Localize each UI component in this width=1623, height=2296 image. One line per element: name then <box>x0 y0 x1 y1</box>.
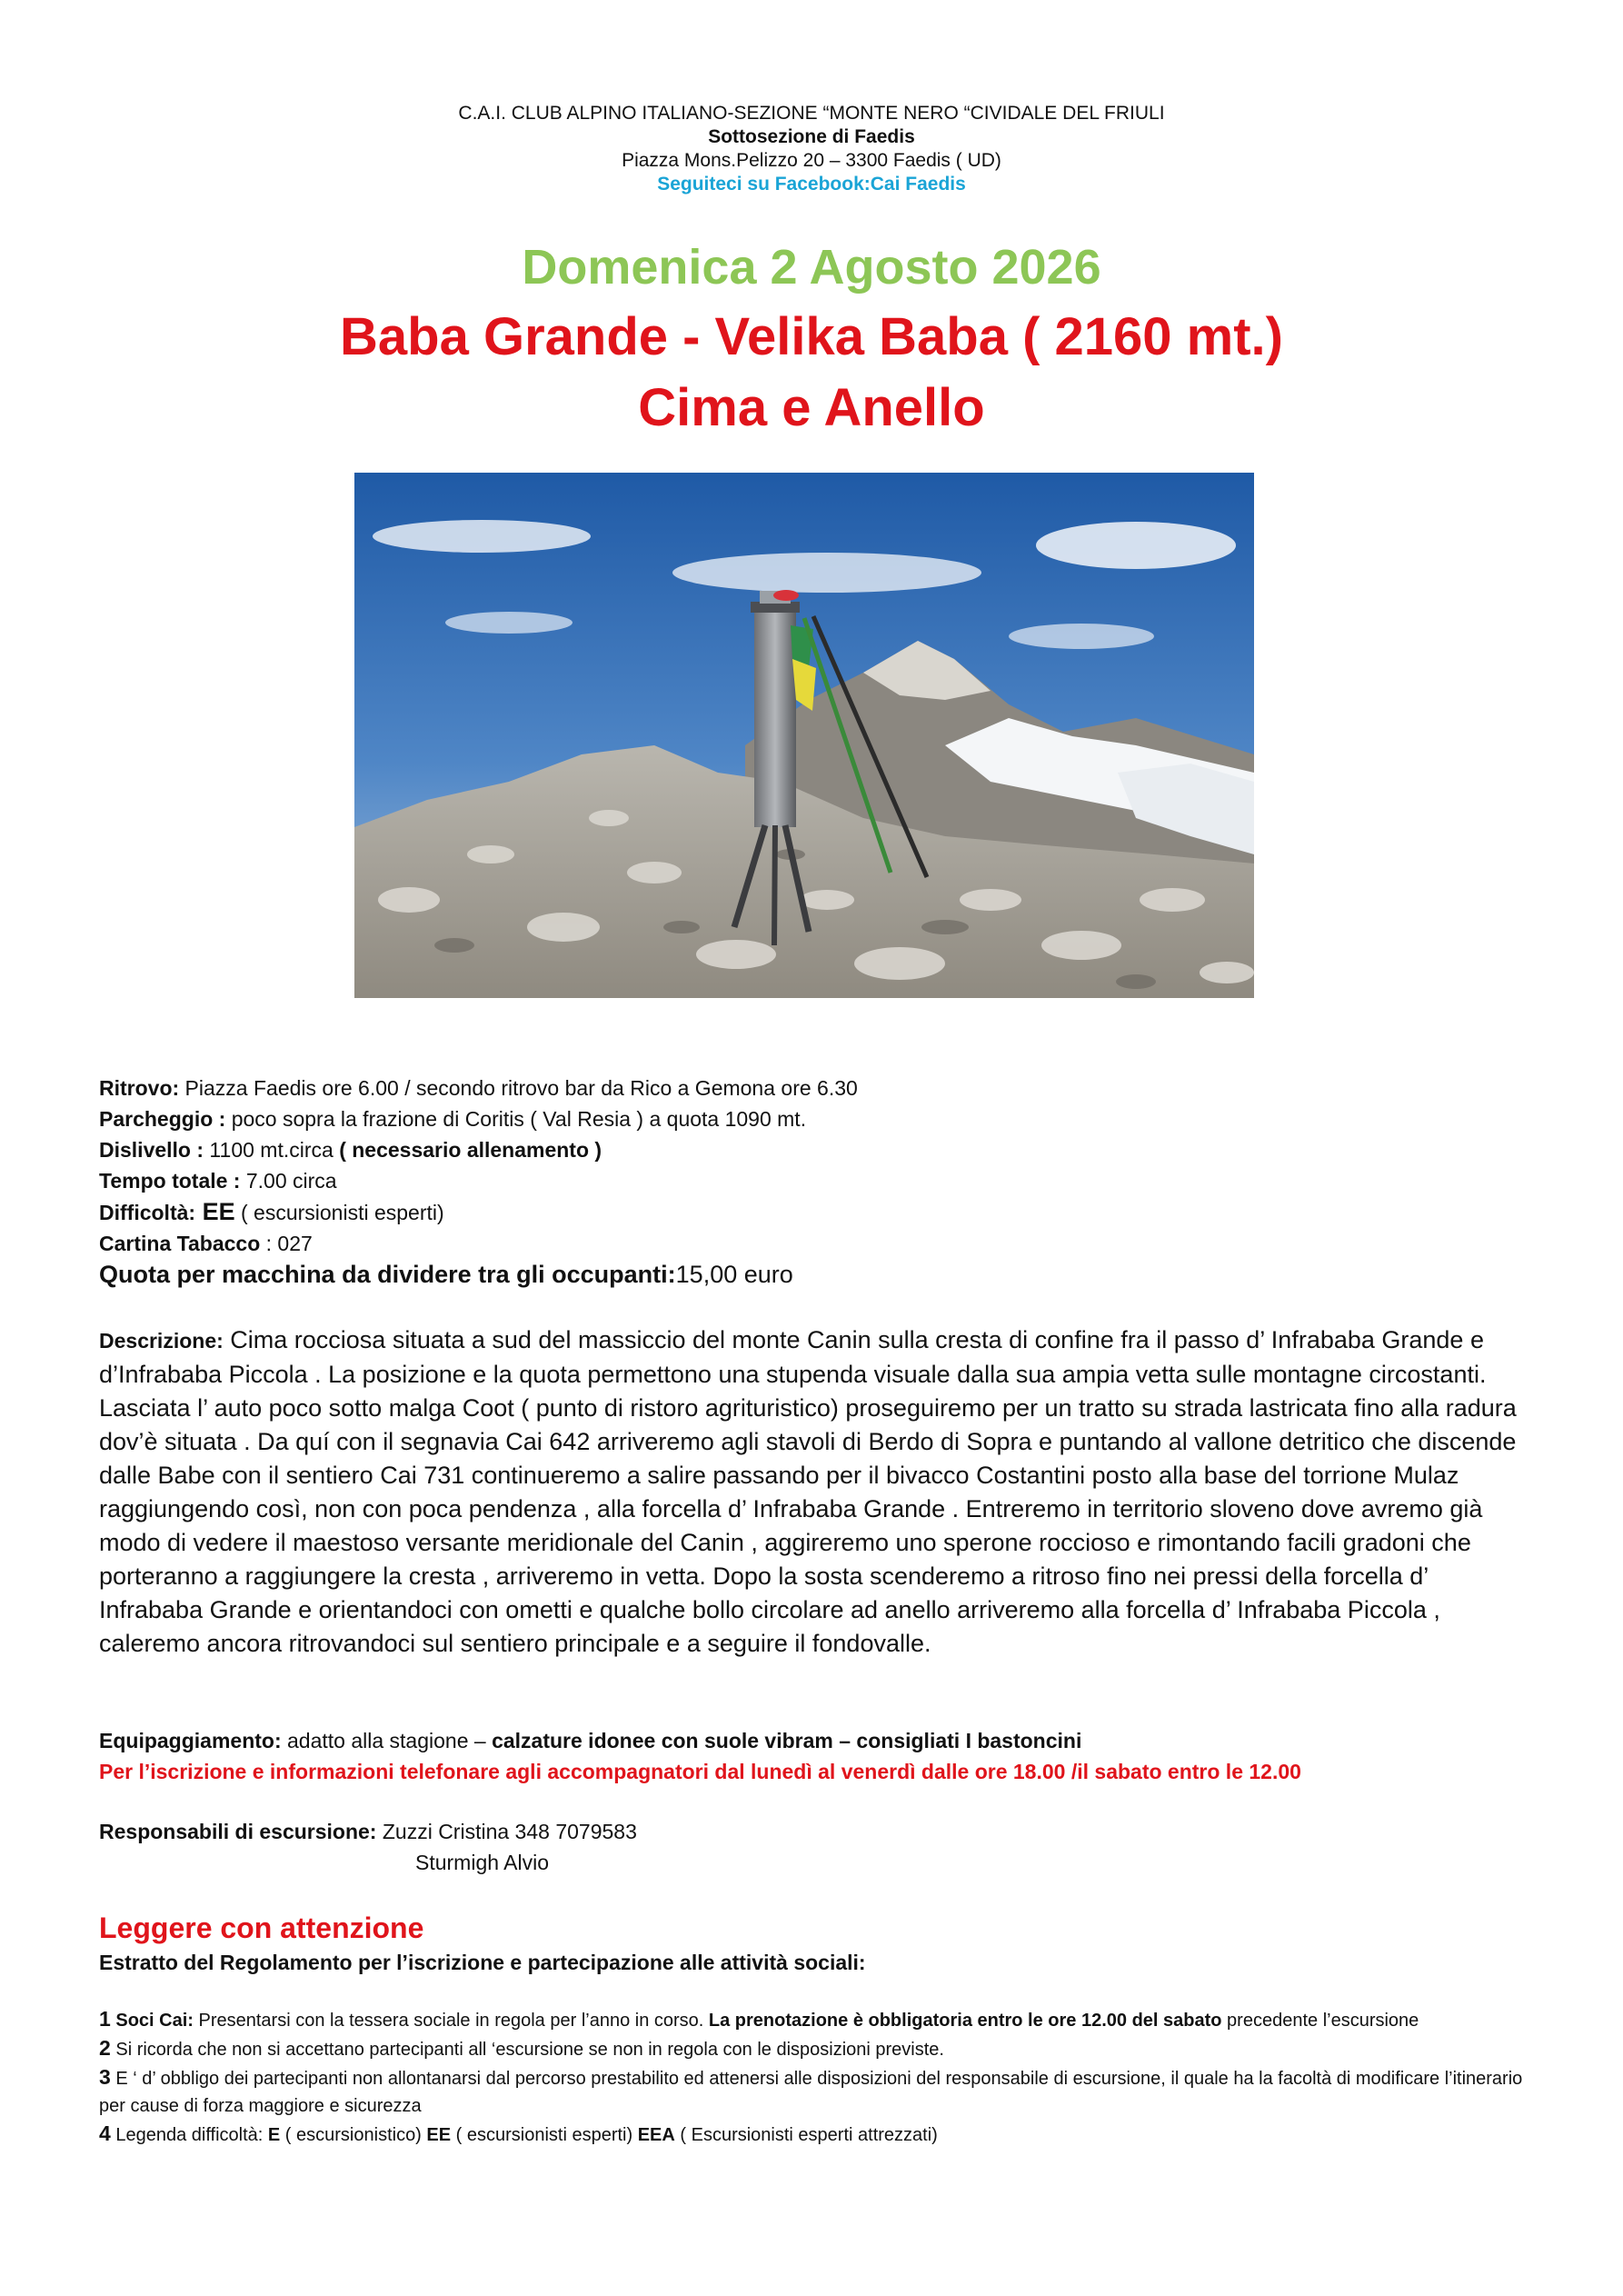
car-fee-row <box>99 1259 1535 1290</box>
mountain-summit-photo <box>354 473 1254 998</box>
event-date: Domenica 2 Agosto 2026 <box>522 240 1101 294</box>
leader-row-1 <box>99 1816 1535 1847</box>
rule-number: 4 <box>99 2121 111 2145</box>
facebook-link[interactable]: Seguiteci su Facebook:Cai Faedis <box>657 174 966 195</box>
parking-row <box>99 1103 1535 1134</box>
car-fee-value: 15,00 euro <box>675 1261 793 1288</box>
equipment-label: Equipaggiamento: <box>99 1729 282 1752</box>
parking-label: Parcheggio : <box>99 1107 226 1131</box>
car-fee-label: Quota per macchina da dividere tra gli occupanti: <box>99 1261 676 1288</box>
meeting-point-label: Ritrovo: <box>99 1076 180 1100</box>
description-label: Descrizione: <box>99 1329 224 1353</box>
rule-label: Soci Cai: <box>110 2011 194 2031</box>
rule-item <box>99 2034 1526 2063</box>
parking-value: poco sopra la frazione di Coritis ( Val Resia ) a quota 1090 mt. <box>225 1107 807 1131</box>
leaders-label: Responsabili di escursione: <box>99 1820 377 1843</box>
elevation-gain-note: ( necessario allenamento ) <box>339 1138 602 1162</box>
total-time-row <box>99 1165 1535 1196</box>
rule-text: Si ricorda che non si accettano partecipanti all ‘escursione se non in regola con le disposizioni previste. <box>110 2040 944 2060</box>
rule-item <box>99 2005 1526 2034</box>
difficulty-e-desc: ( escursionistico) <box>280 2125 427 2145</box>
rule-text: Legenda difficoltà: <box>110 2125 268 2145</box>
event-details <box>99 1073 1535 1290</box>
regulation-header <box>99 1909 1535 1978</box>
total-time-label: Tempo totale : <box>99 1169 241 1193</box>
event-subtitle: Cima e Anello <box>638 378 985 437</box>
difficulty-row <box>99 1196 1535 1228</box>
rule-text: E ‘ d’ obbligo dei partecipanti non allontanarsi dal percorso prestabilito ed attenersi alle disposizioni del responsabile di escursione, il quale ha la facoltà di modificare l’itinerario per cause di forza maggiore e sicurezza <box>99 2069 1523 2116</box>
rule-item <box>99 2120 1526 2149</box>
rule-item <box>99 2063 1526 2120</box>
meeting-point-value: Piazza Faedis ore 6.00 / secondo ritrovo bar da Rico a Gemona ore 6.30 <box>179 1076 858 1100</box>
map-row <box>99 1228 1535 1259</box>
difficulty-value: ( escursionisti esperti) <box>234 1201 444 1224</box>
subsection-name: Sottosezione di Faedis <box>708 126 915 147</box>
rule-text: Presentarsi con la tessera sociale in regola per l’anno in corso. <box>193 2011 709 2031</box>
leaders-section <box>99 1816 1535 1878</box>
org-name: C.A.I. CLUB ALPINO ITALIANO-SEZIONE “MONTE NERO “CIVIDALE DEL FRIULI <box>458 103 1165 124</box>
registration-notice: Per l’iscrizione e informazioni telefonare agli accompagnatori dal lunedì al venerdì dalle ore 18.00 /il sabato entro le 12.00 <box>99 1760 1301 1783</box>
organization-header <box>0 102 1623 196</box>
leader-name-1: Zuzzi Cristina 348 7079583 <box>376 1820 637 1843</box>
equipment-section <box>99 1725 1571 1787</box>
elevation-gain-label: Dislivello : <box>99 1138 204 1162</box>
event-title: Baba Grande - Velika Baba ( 2160 mt.) <box>340 307 1283 366</box>
map-value: : 027 <box>260 1232 313 1255</box>
description-paragraph <box>99 1323 1535 1661</box>
difficulty-label: Difficoltà: <box>99 1201 196 1224</box>
map-label: Cartina Tabacco <box>99 1232 261 1255</box>
total-time-value: 7.00 circa <box>240 1169 337 1193</box>
equipment-value: adatto alla stagione – <box>281 1729 493 1752</box>
description-text: Cima rocciosa situata a sud del massiccio del monte Canin sulla cresta di confine fra il passo d’ Infrababa Grande e d’Infrababa Piccola . La posizione e la quota permettono una stupenda visuale dalla sua ampia vetta sulle montagne circostanti. Lasciata l’ auto poco sotto malga Coot ( punto di ristoro agrituristico) proseguiremo per un tratto su strada lastricata fino alla radura dov’è situata . Da quí con il segnavia Cai 642 arriveremo agli stavoli di Berdo di Sopra e puntando al vallone detritico che discende dalle Babe con il sentiero Cai 731 continueremo a salire passando per il bivacco Costantini posto alla base del torrione Mulaz raggiungendo così, non con poca pendenza , alla forcella d’ Infrababa Grande . Entreremo in territorio sloveno dove avremo già modo di vedere il maestoso versante meridionale del Canin , aggireremo uno sperone roccioso e rimontando facili gradoni che porteranno a raggiungere la cresta , arriveremo in vetta. Dopo la sosta scenderemo a ritroso fino nei pressi della forcella d’ Infrababa Grande e orientandoci con ometti e qualche bollo circolare ad anello arriveremo alla forcella d’ Infrababa Piccola , caleremo ancora ritrovandoci sul sentiero principale e a seguire il fondovalle. <box>99 1326 1517 1657</box>
difficulty-ee: EE <box>426 2125 452 2145</box>
regulation-subtitle: Estratto del Regolamento per l’iscrizione e partecipazione alle attività sociali: <box>99 1951 866 1974</box>
regulation-title: Leggere con attenzione <box>99 1912 424 1944</box>
equipment-recommendation: calzature idonee con suole vibram – consigliati I bastoncini <box>492 1729 1082 1752</box>
rule-tail-text: precedente l’escursione <box>1221 2011 1419 2031</box>
difficulty-ee-desc: ( escursionisti esperti) <box>451 2125 638 2145</box>
equipment-row <box>99 1725 1571 1756</box>
elevation-gain-value: 1100 mt.circa <box>204 1138 340 1162</box>
rule-number: 2 <box>99 2036 111 2060</box>
rule-number: 1 <box>99 2007 111 2031</box>
leader-name-2: Sturmigh Alvio <box>415 1851 550 1874</box>
org-address: Piazza Mons.Pelizzo 20 – 3300 Faedis ( UD) <box>622 150 1001 171</box>
difficulty-eea-desc: ( Escursionisti esperti attrezzati) <box>674 2125 938 2145</box>
rule-bold-text: La prenotazione è obbligatoria entro le ore 12.00 del sabato <box>708 2011 1222 2031</box>
meeting-point-row <box>99 1073 1535 1103</box>
difficulty-e: E <box>267 2125 281 2145</box>
difficulty-eea: EEA <box>637 2125 675 2145</box>
rule-number: 3 <box>99 2065 111 2089</box>
difficulty-code: EE <box>195 1198 235 1225</box>
elevation-gain-row <box>99 1134 1535 1165</box>
regulation-rules <box>99 2005 1526 2149</box>
